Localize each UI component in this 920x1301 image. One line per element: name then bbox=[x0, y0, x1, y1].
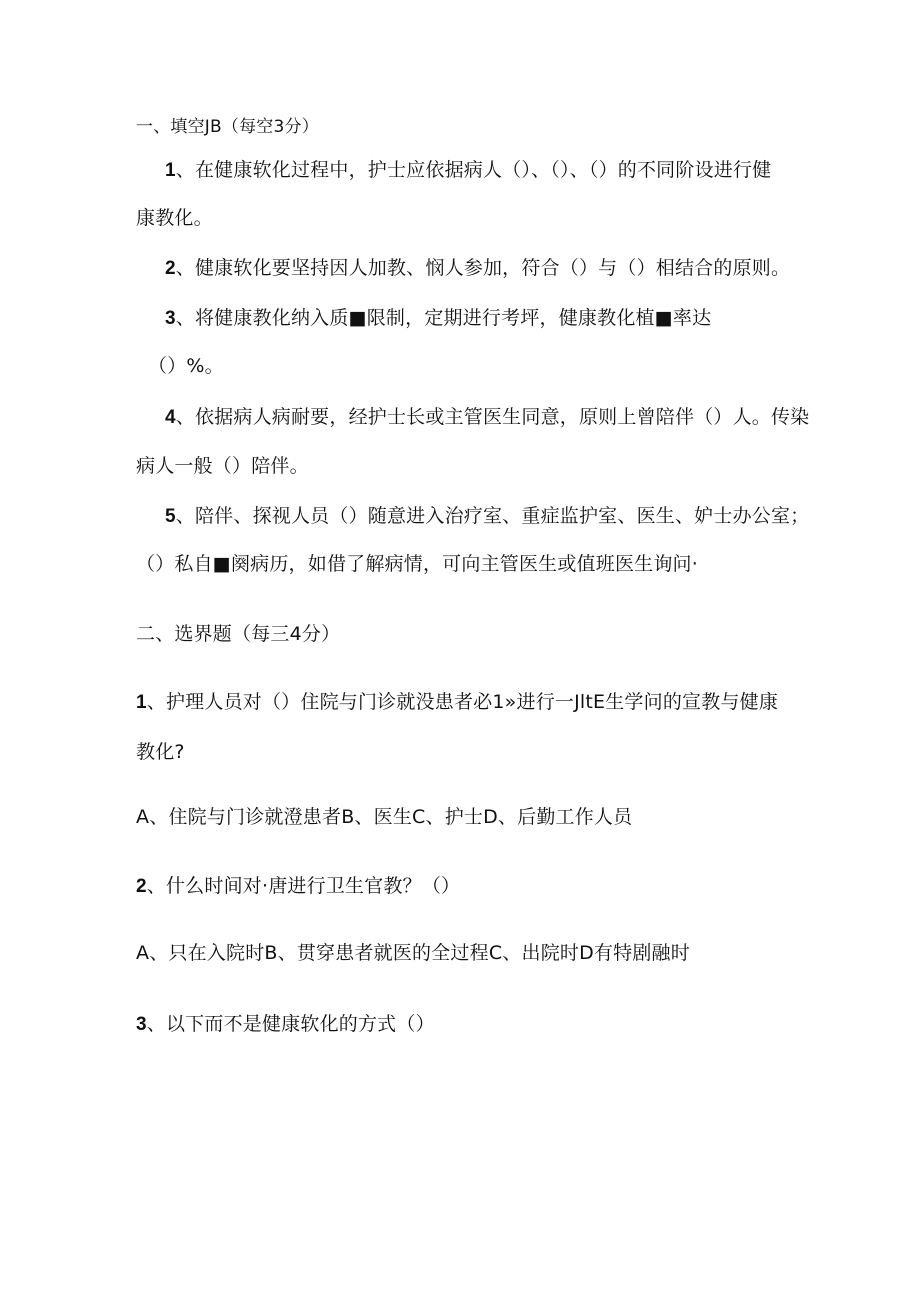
question-number: 2 bbox=[165, 258, 176, 279]
choice-question-1-stem-line-1 bbox=[136, 690, 778, 715]
fill-question-3-line-1 bbox=[165, 306, 711, 331]
question-number: 2 bbox=[136, 876, 147, 897]
choice-question-2-options: A、只在入院时B、贯穿患者就医的全过程C、出院时D有特剧融时 bbox=[136, 942, 690, 964]
choice-question-1-stem-line-2: 教化? bbox=[136, 741, 185, 763]
fill-question-1-line-1 bbox=[165, 158, 771, 183]
fill-question-3-line-2: （）%。 bbox=[148, 355, 224, 377]
question-text: 、什么时间对·唐进行卫生官教？（） bbox=[146, 875, 461, 897]
question-text: 、以下而不是健康软化的方式（） bbox=[146, 1013, 435, 1035]
question-number: 5 bbox=[165, 506, 176, 527]
question-text: 、护理人员对（）住院与门诊就没患者必1»进行一JltE生学问的宣教与健康 bbox=[146, 691, 779, 713]
question-text: 、健康软化要坚持因人加教、悯人参加，符合（）与（）相结合的原则。 bbox=[175, 257, 791, 279]
choice-question-3-stem bbox=[136, 1012, 435, 1037]
section-1-heading: 一、填空JB（每空3分） bbox=[136, 117, 319, 137]
fill-question-4-line-1 bbox=[165, 405, 809, 430]
fill-question-4-line-2: 病人一般（）陪伴。 bbox=[136, 455, 309, 477]
choice-question-1-options: A、住院与门诊就澄患者B、医生C、护士D、后勤工作人员 bbox=[136, 806, 633, 828]
question-number: 3 bbox=[136, 1014, 147, 1035]
question-number: 1 bbox=[165, 160, 176, 181]
question-text: 、依据病人病耐要，经护士长或主管医生同意，原则上曾陪伴（）人。传染 bbox=[175, 406, 810, 428]
question-number: 3 bbox=[165, 308, 176, 329]
fill-question-1-line-2: 康教化。 bbox=[136, 207, 213, 229]
question-text: 、陪伴、探视人员（）随意进入治疗室、重症监护室、医生、妒士办公室； bbox=[175, 505, 810, 527]
fill-question-2-line-1 bbox=[165, 256, 790, 281]
choice-question-2-stem bbox=[136, 874, 460, 899]
fill-question-5-line-1 bbox=[165, 504, 809, 529]
question-number: 4 bbox=[165, 407, 176, 428]
question-text: 、将健康教化纳入质■限制，定期进行考坪，健康教化植■率达 bbox=[175, 307, 712, 329]
fill-question-5-line-2: （）私自■阕病历，如借了解病情，可向主管医生或值班医生询问· bbox=[136, 553, 698, 575]
question-text: 、在健康软化过程中，护士应依据病人（）、（）、（）的不同阶设进行健 bbox=[175, 159, 772, 181]
question-number: 1 bbox=[136, 692, 147, 713]
section-2-heading: 二、选界题（每三4分） bbox=[136, 623, 341, 645]
